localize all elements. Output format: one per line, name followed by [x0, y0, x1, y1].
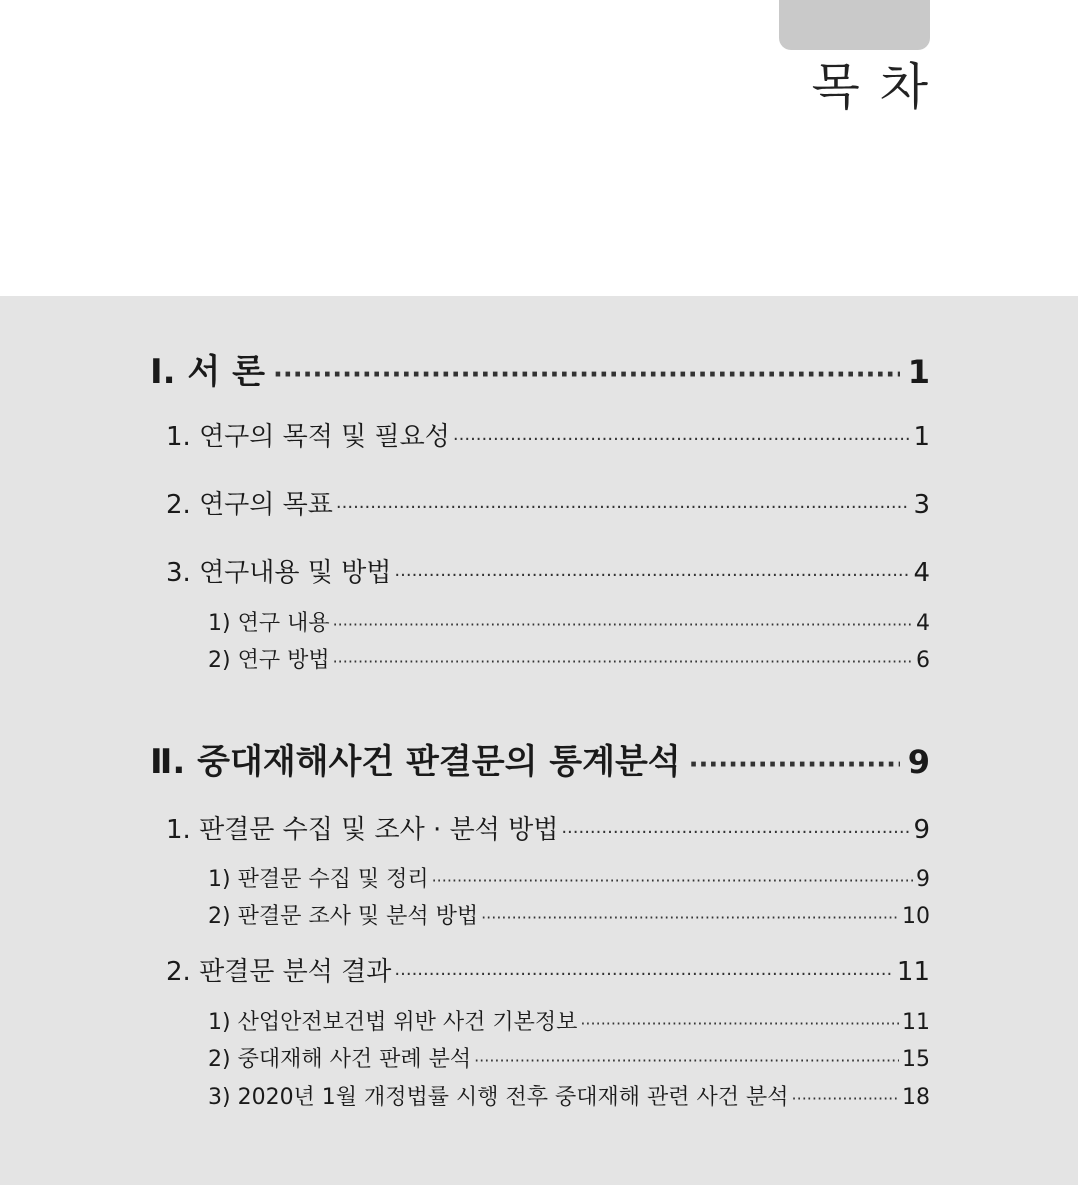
toc-page-number: 15 [902, 1047, 930, 1072]
toc-label: 1. 연구의 목적 및 필요성 [166, 422, 450, 452]
dot-leader [689, 750, 900, 780]
toc-label: Ⅰ. 서 론 [150, 352, 265, 392]
toc-chapter-2[interactable] [150, 734, 930, 782]
toc-label: 1. 판결문 수집 및 조사 · 분석 방법 [166, 815, 559, 845]
dot-leader [481, 908, 899, 927]
toc-section-1-2[interactable] [166, 484, 930, 524]
dot-leader [432, 871, 913, 890]
dot-leader [336, 497, 911, 518]
toc-page-number: 11 [896, 957, 930, 987]
toc-label: 2. 연구의 목표 [166, 490, 333, 520]
toc-page-number: 9 [913, 815, 930, 845]
toc-subsection-1-3-2[interactable] [208, 643, 930, 677]
toc-label: 3) 2020년 1월 개정법률 시행 전후 중대재해 관련 사건 분석 [208, 1085, 789, 1110]
dot-leader [333, 652, 913, 671]
toc-page-number: 6 [916, 648, 930, 673]
toc-section-2-1[interactable] [166, 809, 930, 849]
toc-page-number: 9 [916, 867, 930, 892]
toc-label: Ⅱ. 중대재해사건 판결문의 통계분석 [150, 742, 681, 782]
toc-subsection-2-1-1[interactable] [208, 862, 930, 896]
toc-subsection-2-2-2[interactable] [208, 1042, 930, 1076]
toc-page-number: 1 [913, 422, 930, 452]
toc-label: 1) 판결문 수집 및 정리 [208, 867, 429, 892]
toc-subsection-1-3-1[interactable] [208, 606, 930, 640]
toc-label: 3. 연구내용 및 방법 [166, 558, 392, 588]
dot-leader [792, 1089, 899, 1108]
toc-label: 1) 연구 내용 [208, 611, 330, 636]
toc-label: 1) 산업안전보건법 위반 사건 기본정보 [208, 1010, 578, 1035]
table-of-contents [0, 296, 1078, 1185]
dot-leader [394, 565, 910, 586]
toc-label: 2) 중대재해 사건 판례 분석 [208, 1047, 472, 1072]
toc-label: 2) 판결문 조사 및 분석 방법 [208, 904, 479, 929]
toc-section-2-2[interactable] [166, 951, 930, 991]
dot-leader [561, 822, 910, 843]
toc-page-number: 10 [902, 904, 930, 929]
toc-page-number: 4 [913, 558, 930, 588]
toc-page-number: 4 [916, 611, 930, 636]
toc-page-number: 3 [913, 490, 930, 520]
dot-leader [394, 964, 893, 985]
toc-subsection-2-2-1[interactable] [208, 1005, 930, 1039]
dot-leader [474, 1051, 899, 1070]
toc-page-number: 9 [907, 743, 930, 781]
toc-label: 2. 판결문 분석 결과 [166, 957, 392, 987]
toc-page-number: 18 [902, 1085, 930, 1110]
toc-page-number: 11 [902, 1010, 930, 1035]
dot-leader [453, 429, 911, 450]
toc-subsection-2-2-3[interactable] [208, 1080, 930, 1114]
toc-chapter-1[interactable] [150, 344, 930, 392]
page-title: 목 차 [811, 58, 930, 116]
toc-section-1-3[interactable] [166, 552, 930, 592]
toc-subsection-2-1-2[interactable] [208, 899, 930, 933]
toc-page-number: 1 [907, 353, 930, 391]
header-tab [779, 0, 930, 50]
dot-leader [580, 1014, 899, 1033]
dot-leader [333, 615, 913, 634]
toc-label: 2) 연구 방법 [208, 648, 330, 673]
toc-section-1-1[interactable] [166, 416, 930, 456]
dot-leader [273, 360, 900, 390]
